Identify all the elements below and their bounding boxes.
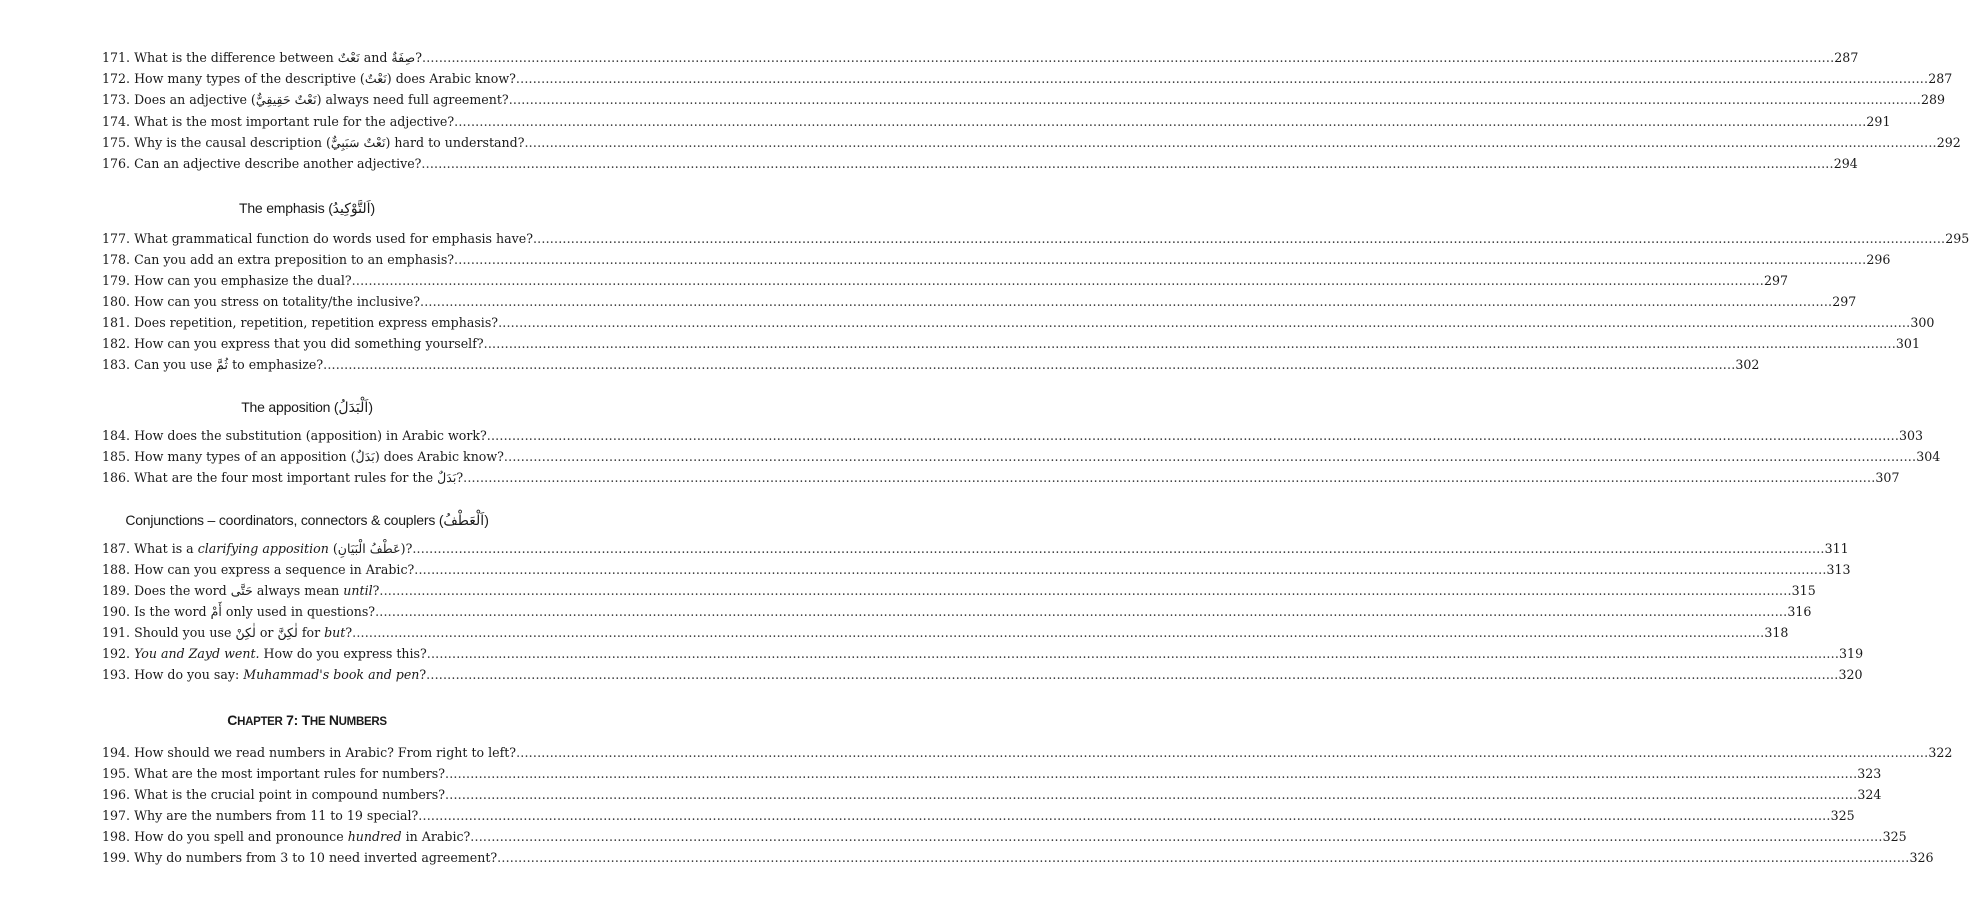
page-number: 320 [1838,667,1863,682]
page-number: 325 [1830,808,1855,823]
toc-entry: 178. Can you add an extra preposition to an emphasis? ..... 296 [102,250,536,270]
section-heading-apposition: The apposition (اَلْبَدَلُ) [241,399,373,415]
toc-entry: 191. Should you use لٰكِنْ or لٰكِنَّ for but? ..... 318 [102,623,536,643]
page-number: 292 [1936,135,1961,150]
toc-entry: 186. What are the four most important rules for the بَدَلٌ? ..... 307 [102,468,536,488]
page-number: 311 [1824,541,1849,556]
page-number: 304 [1916,449,1941,464]
toc-entry: 197. Why are the numbers from 11 to 19 special? ..... 325 [102,806,536,826]
page-number: 322 [1928,745,1953,760]
toc-entry: 199. Why do numbers from 3 to 10 need inverted agreement? ..... 326 [102,848,536,868]
toc-entry: 177. What grammatical function do words used for emphasis have? ..... 295 [102,229,536,249]
page-number: 318 [1764,625,1789,640]
page-number: 302 [1735,357,1760,372]
page-number: 300 [1910,315,1935,330]
toc-entry: 179. How can you emphasize the dual? ..... 297 [102,271,536,291]
toc-entry: 173. Does an adjective (نَعْتٌ حَقِيقِيٌّ) always need full agreement? ..... 289 [102,90,536,110]
toc-entry: 172. How many types of the descriptive (نَعْتٌ) does Arabic know? ..... 287 [102,69,536,89]
page-number: 325 [1882,829,1907,844]
section-heading-conjunctions: Conjunctions – coordinators, connectors & couplers (اَلْعَطْفُ) [125,512,489,528]
page-number: 313 [1826,562,1851,577]
page-number: 297 [1763,273,1788,288]
section-heading-emphasis: The emphasis (اَلتَّوْكِيدُ) [238,200,375,216]
toc-entry: 189. Does the word حَتَّى always mean until? ..... 315 [102,581,536,601]
page-number: 316 [1787,604,1812,619]
toc-entry: 185. How many types of an apposition (بَدَلٌ) does Arabic know? ..... 304 [102,447,536,467]
toc-entry: 176. Can an adjective describe another adjective? ..... 294 [102,154,536,174]
toc-entry: 192. You and Zayd went. How do you express this? ..... 319 [102,644,536,664]
page-number: 301 [1895,336,1920,351]
toc-entry: 184. How does the substitution (apposition) in Arabic work? ..... 303 [102,426,536,446]
page-number: 307 [1875,470,1900,485]
page-number: 291 [1866,114,1891,129]
page-number: 294 [1833,156,1858,171]
page-number: 319 [1839,646,1864,661]
page-number: 315 [1791,583,1816,598]
toc-entry: 187. What is a clarifying apposition (عَطْفُ الْبَيَانِ)? ..... 311 [102,539,536,559]
toc-entry: 195. What are the most important rules for numbers? ..... 323 [102,764,536,784]
toc-entry: 181. Does repetition, repetition, repetition express emphasis? ..... 300 [102,313,536,333]
toc-entry: 171. What is the difference between نَعْتٌ and صِفَةٌ? ..... 287 [102,48,536,68]
page-number: 296 [1866,252,1891,267]
toc-entry: 194. How should we read numbers in Arabic? From right to left? ..... 322 [102,743,536,763]
toc-entry: 183. Can you use ثُمَّ to emphasize? ..... 302 [102,355,536,375]
page-number: 303 [1899,428,1924,443]
toc-entry: 198. How do you spell and pronounce hundred in Arabic? ..... 325 [102,827,536,847]
page-number: 297 [1832,294,1857,309]
toc-entry: 193. How do you say: Muhammad's book and pen? ..... 320 [102,665,536,685]
toc-entry: 188. How can you express a sequence in Arabic? ..... 313 [102,560,536,580]
toc-entry: 196. What is the crucial point in compound numbers? ..... 324 [102,785,536,805]
toc-entry: 174. What is the most important rule for the adjective? ..... 291 [102,112,536,132]
page-number: 326 [1909,850,1934,865]
page-number: 287 [1928,71,1953,86]
chapter-heading: CHAPTER 7: THE NUMBERS [227,712,387,728]
page-number: 323 [1857,766,1882,781]
page-number: 295 [1945,231,1969,246]
page-number: 287 [1834,50,1859,65]
toc-entry: 175. Why is the causal description (نَعْتٌ سَبَبِيٌّ) hard to understand? ..... 292 [102,133,536,153]
toc-entry: 180. How can you stress on totality/the inclusive? ..... 297 [102,292,536,312]
toc-entry: 182. How can you express that you did something yourself? ..... 301 [102,334,536,354]
page-number: 324 [1857,787,1882,802]
toc-entry: 190. Is the word أَمْ only used in questions? ..... 316 [102,602,536,622]
page-number: 289 [1920,92,1946,107]
